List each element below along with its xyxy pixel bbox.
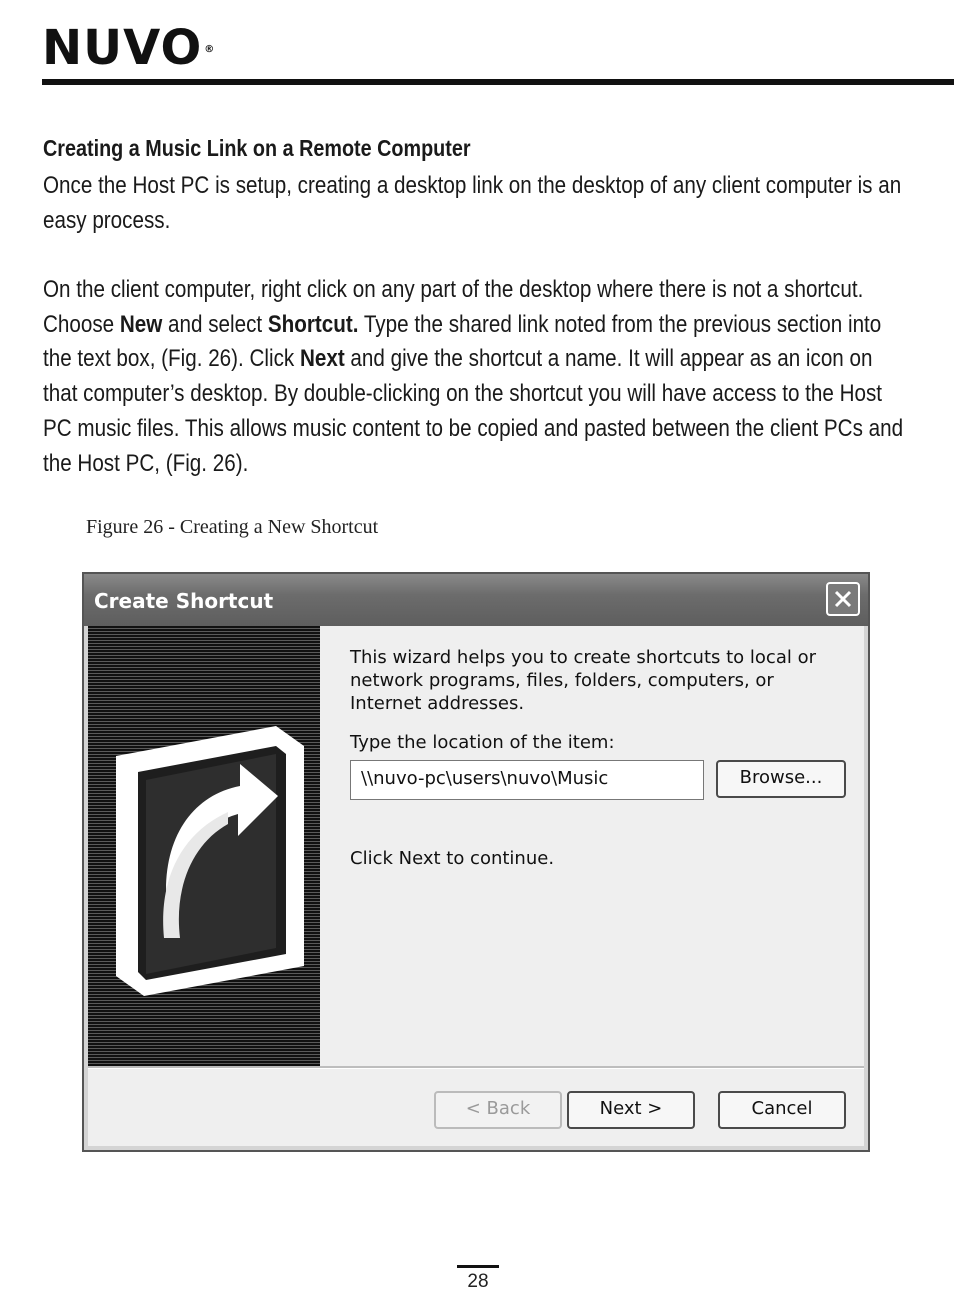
figure-caption: Figure 26 - Creating a New Shortcut [86,516,379,538]
create-shortcut-dialog [82,572,870,1152]
intro-paragraph: Once the Host PC is setup, creating a desktop link on the desktop of any client computer is an easy process. [43,172,902,234]
dialog-body [88,626,864,1146]
location-label: Type the location of the item: [350,732,615,753]
footer-rule [457,1265,499,1268]
dialog-titlebar[interactable] [84,574,868,626]
text-segment: and select [162,310,268,338]
bold-new: New [119,310,163,338]
location-input[interactable]: \\nuvo-pc\users\nuvo\Music [350,760,704,800]
wizard-content [320,626,864,1066]
close-icon [828,584,858,614]
text-segment: Type the shared link noted from the previous section into the text box, (Fig. 26). Click [43,310,882,373]
continue-hint: Click Next to continue. [350,848,555,869]
cancel-button[interactable]: Cancel [718,1091,846,1129]
header-rule [42,79,954,85]
back-button[interactable]: < Back [434,1091,562,1129]
nuvo-logo [42,20,216,76]
wizard-description: This wizard helps you to create shortcuts to local or network programs, files, folders, computers, or Internet addresses. [350,647,816,714]
close-button[interactable] [826,582,860,616]
browse-button[interactable]: Browse... [716,760,846,798]
button-separator [88,1066,864,1069]
section-heading: Creating a Music Link on a Remote Computer [43,135,471,161]
text-segment: On the client computer, right click on any part of the desktop where there is not a shortcut. Choose [43,276,864,338]
dialog-title: Create Shortcut [94,589,274,613]
logo-text: NUVO [42,20,203,76]
bold-next: Next [299,345,345,373]
page-number: 28 [467,1271,489,1292]
shortcut-arrow-icon [88,626,320,1066]
bold-shortcut: Shortcut. [267,310,359,338]
wizard-side-panel [88,626,320,1066]
registered-mark: ® [204,44,216,55]
text-segment: and give the shortcut a name. It will appear as an icon on that computer’s desktop. By double-clicking on the shortcut you will have access to the Host PC music files. This allows music content to be copied and pasted between the client PCs and the Host PC, (Fig. 26). [43,345,904,477]
next-button[interactable]: Next > [567,1091,695,1129]
instructions-paragraph [43,273,912,481]
